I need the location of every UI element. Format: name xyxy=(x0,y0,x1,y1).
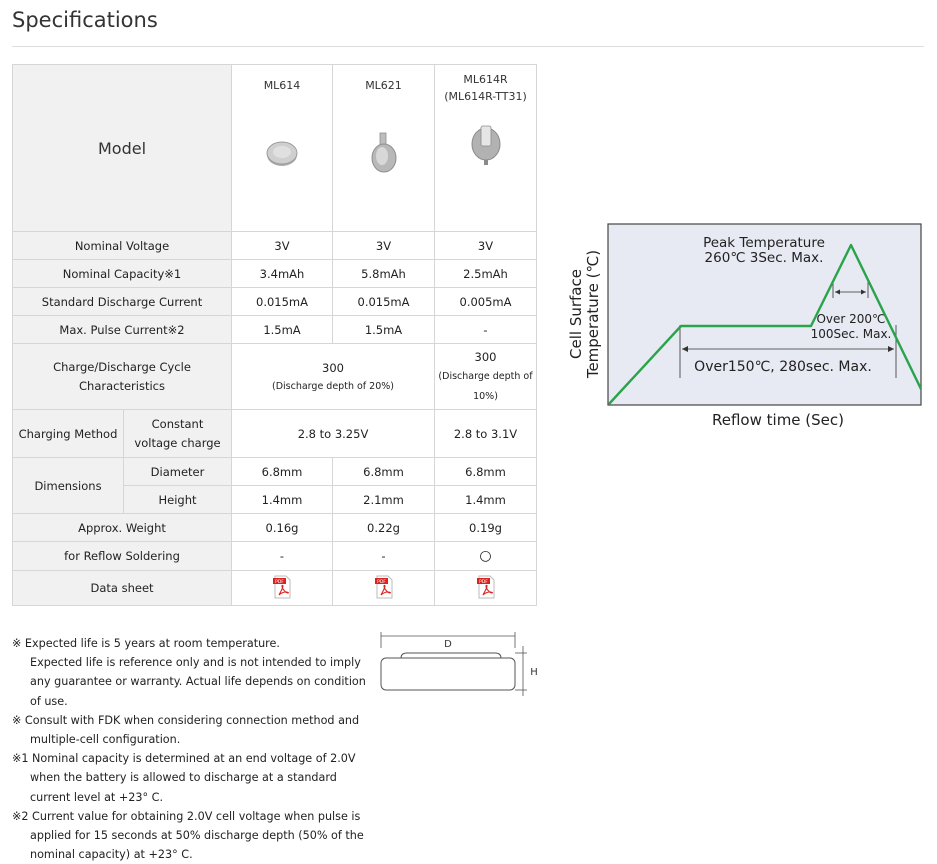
cell-value: ○ xyxy=(435,542,537,571)
row-sublabel-constant xyxy=(124,410,232,458)
cell-note: (Discharge depth of xyxy=(438,370,533,382)
table-row xyxy=(13,260,537,288)
cell-value: 2.8 to 3.1V xyxy=(435,410,537,458)
table-row-model xyxy=(13,65,537,232)
cell-value: 0.16g xyxy=(232,514,333,542)
cell-note: (Discharge depth of 20%) xyxy=(272,381,394,392)
row-label-weight: Approx. Weight xyxy=(13,514,232,542)
cell-value: 3V xyxy=(333,232,435,260)
chart-xlabel: Reflow time (Sec) xyxy=(712,411,844,429)
table-row xyxy=(13,410,537,458)
cell-value: - xyxy=(232,542,333,571)
over150-annotation: Over150℃, 280sec. Max. xyxy=(694,359,872,375)
row-label-line: Characteristics xyxy=(79,378,165,393)
cell-value: 300 xyxy=(322,361,344,375)
row-label-line: Charge/Discharge Cycle xyxy=(53,359,191,374)
model-label: Model xyxy=(97,138,147,158)
row-label-line: Constant xyxy=(151,416,204,431)
cell-value: 1.5mA xyxy=(333,316,435,344)
datasheet-cell xyxy=(435,571,537,606)
table-row xyxy=(13,571,537,606)
table-row xyxy=(13,542,537,571)
cell-note: 10%) xyxy=(473,390,498,402)
cell-value: 3V xyxy=(232,232,333,260)
row-label-cycle xyxy=(13,344,232,410)
row-label-std-discharge: Standard Discharge Current xyxy=(13,288,232,316)
model-label-cell xyxy=(13,65,232,232)
cell-value: 2.8 to 3.25V xyxy=(232,410,435,458)
cell-value: 1.4mm xyxy=(232,486,333,514)
note-text: ※2 Current value for obtaining 2.0V cell voltage when pulse is applied for 15 seconds at 50% discharge depth (50% of the nominal capacity) at +23° C. xyxy=(12,809,364,862)
datasheet-cell xyxy=(333,571,435,606)
cell-value: - xyxy=(435,316,537,344)
title-divider xyxy=(12,46,924,47)
table-row xyxy=(13,344,537,410)
cell-value: 6.8mm xyxy=(435,458,537,486)
pdf-icon-text: PDF xyxy=(275,579,284,585)
cell-value: 300 xyxy=(474,349,497,364)
cell-value: 0.015mA xyxy=(232,288,333,316)
cell-value: 2.5mAh xyxy=(435,260,537,288)
row-label-nominal-capacity: Nominal Capacity※1 xyxy=(13,260,232,288)
row-label-max-pulse: Max. Pulse Current※2 xyxy=(13,316,232,344)
cell-value: 0.22g xyxy=(333,514,435,542)
row-label-reflow: for Reflow Soldering xyxy=(13,542,232,571)
pdf-icon[interactable] xyxy=(374,575,394,599)
row-sublabel-height: Height xyxy=(124,486,232,514)
cell-value: 1.4mm xyxy=(435,486,537,514)
cell-value: 3.4mAh xyxy=(232,260,333,288)
pdf-icon[interactable] xyxy=(476,575,496,599)
cell-value: 6.8mm xyxy=(232,458,333,486)
table-row xyxy=(13,288,537,316)
page-title: Specifications xyxy=(12,8,158,32)
model-name: ML614R xyxy=(463,73,508,86)
row-label-line: voltage charge xyxy=(134,435,221,450)
cycle-r-value xyxy=(435,344,537,410)
over200-annotation-line2: 100Sec. Max. xyxy=(810,327,892,341)
cell-value: 0.015mA xyxy=(333,288,435,316)
model-name: ML614 xyxy=(263,79,301,92)
battery-dimension-figure xyxy=(375,630,550,700)
dim-d-label: D xyxy=(444,639,452,650)
cell-value: 6.8mm xyxy=(333,458,435,486)
pdf-icon-text: PDF xyxy=(376,579,386,585)
cycle-merged-value xyxy=(232,344,435,410)
notes-section xyxy=(12,634,372,864)
spec-table xyxy=(12,64,537,606)
over200-annotation-line1: Over 200℃ xyxy=(816,312,886,326)
row-label-nominal-voltage: Nominal Voltage xyxy=(13,232,232,260)
note-text: ※1 Nominal capacity is determined at an end voltage of 2.0V when the battery is allowed to discharge at a standard current level at +23° C. xyxy=(12,752,356,804)
cell-value: 0.005mA xyxy=(435,288,537,316)
pdf-icon[interactable] xyxy=(272,575,292,599)
chart-ylabel-line2: Temperature (℃) xyxy=(584,249,602,379)
table-row xyxy=(13,316,537,344)
ml614r-battery-image xyxy=(464,120,508,166)
model-subname: (ML614R-TT31) xyxy=(444,90,527,103)
reflow-profile-chart xyxy=(565,218,930,433)
row-label-dimensions: Dimensions xyxy=(13,458,124,514)
note-text: Expected life is reference only and is not intended to imply any guarantee or warranty. Actual life depends on condition of use. xyxy=(30,656,366,708)
cell-value: 3V xyxy=(435,232,537,260)
note-text: ※ Expected life is 5 years at room temperature. xyxy=(12,637,280,650)
table-row xyxy=(13,458,537,486)
peak-annotation-line1: Peak Temperature xyxy=(703,235,825,251)
ml614-battery-image xyxy=(262,131,302,171)
ml621-battery-image xyxy=(364,131,404,175)
cell-value: 1.5mA xyxy=(232,316,333,344)
model-name: ML621 xyxy=(365,79,402,92)
row-sublabel-diameter: Diameter xyxy=(124,458,232,486)
dim-h-label: H xyxy=(530,667,538,678)
note-text: ※ Consult with FDK when considering connection method and multiple-cell configuration. xyxy=(12,713,360,747)
cell-value: 0.19g xyxy=(435,514,537,542)
cell-value: 2.1mm xyxy=(333,486,435,514)
cell-value: 5.8mAh xyxy=(333,260,435,288)
model-cell-ml614r xyxy=(435,65,537,232)
model-cell-ml621 xyxy=(333,65,435,232)
pdf-icon-text: PDF xyxy=(478,579,488,585)
cell-value: - xyxy=(333,542,435,571)
table-row xyxy=(13,232,537,260)
model-cell-ml614 xyxy=(232,65,333,232)
row-label-datasheet: Data sheet xyxy=(13,571,232,606)
chart-ylabel-line1: Cell Surface xyxy=(567,269,585,359)
datasheet-cell xyxy=(232,571,333,606)
row-label-charging: Charging Method xyxy=(13,410,124,458)
peak-annotation-line2: 260℃ 3Sec. Max. xyxy=(704,250,824,266)
table-row xyxy=(13,514,537,542)
